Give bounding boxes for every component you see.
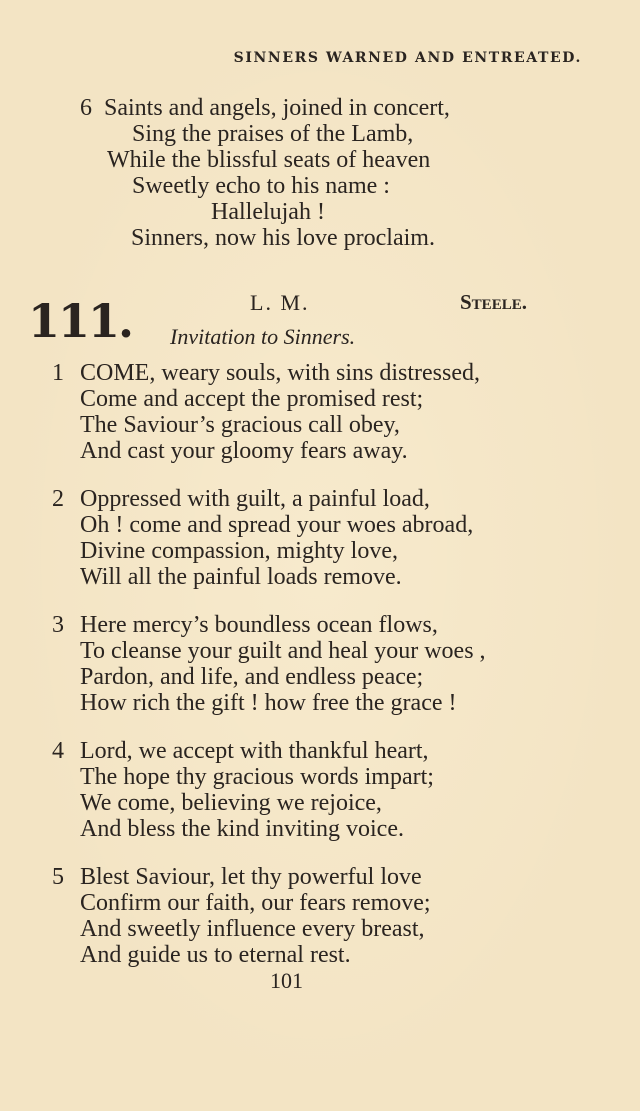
stanza-number: 5: [52, 864, 64, 890]
stanza-line: Sweetly echo to his name :: [132, 173, 390, 199]
stanza-line: Oh ! come and spread your woes abroad,: [80, 512, 474, 538]
stanza-number: 1: [52, 360, 64, 386]
stanza-line: To cleanse your guilt and heal your woes ,: [80, 638, 486, 664]
running-head: SINNERS WARNED AND ENTREATED.: [233, 50, 582, 66]
stanza-line: Lord, we accept with thankful heart,: [80, 738, 429, 764]
stanza-line: How rich the gift ! how free the grace !: [80, 690, 457, 716]
page-number: 101: [270, 968, 303, 993]
stanza-number: 4: [52, 738, 64, 764]
stanza-line: The hope thy gracious words impart;: [80, 764, 434, 790]
stanza-line: Blest Saviour, let thy powerful love: [80, 864, 422, 890]
stanza-line: Sing the praises of the Lamb,: [132, 121, 414, 147]
stanza-line: And bless the kind inviting voice.: [80, 816, 404, 842]
stanza-line: Confirm our faith, our fears remove;: [80, 890, 431, 916]
stanza-line: Hallelujah !: [211, 199, 325, 225]
stanza-line: Saints and angels, joined in concert,: [104, 95, 450, 121]
stanza-line: COME, weary souls, with sins distressed,: [80, 360, 480, 386]
hymn-meter: L. M.: [250, 290, 310, 315]
stanza-line: Oppressed with guilt, a painful load,: [80, 486, 430, 512]
hymn-title: Invitation to Sinners.: [170, 324, 356, 349]
stanza-line: Sinners, now his love proclaim.: [131, 225, 435, 251]
hymn-author: Steele.: [460, 290, 527, 314]
stanza-line: The Saviour’s gracious call obey,: [80, 412, 400, 438]
stanza-line: And guide us to eternal rest.: [80, 942, 351, 968]
stanza-line: Here mercy’s boundless ocean flows,: [80, 612, 438, 638]
stanza-line: Pardon, and life, and endless peace;: [80, 664, 424, 690]
stanza-line: And cast your gloomy fears away.: [80, 438, 408, 464]
stanza-line: Divine compassion, mighty love,: [80, 538, 398, 564]
stanza-number: 6: [80, 95, 92, 121]
stanza-line: We come, believing we rejoice,: [80, 790, 382, 816]
stanza-line: Will all the painful loads remove.: [80, 564, 402, 590]
stanza-line: Come and accept the promised rest;: [80, 386, 424, 412]
stanza-line: And sweetly influence every breast,: [80, 916, 425, 942]
hymn-number: 111.: [28, 294, 133, 348]
stanza-number: 3: [52, 612, 64, 638]
stanza-line: While the blissful seats of heaven: [107, 147, 431, 173]
stanza-number: 2: [52, 486, 64, 512]
